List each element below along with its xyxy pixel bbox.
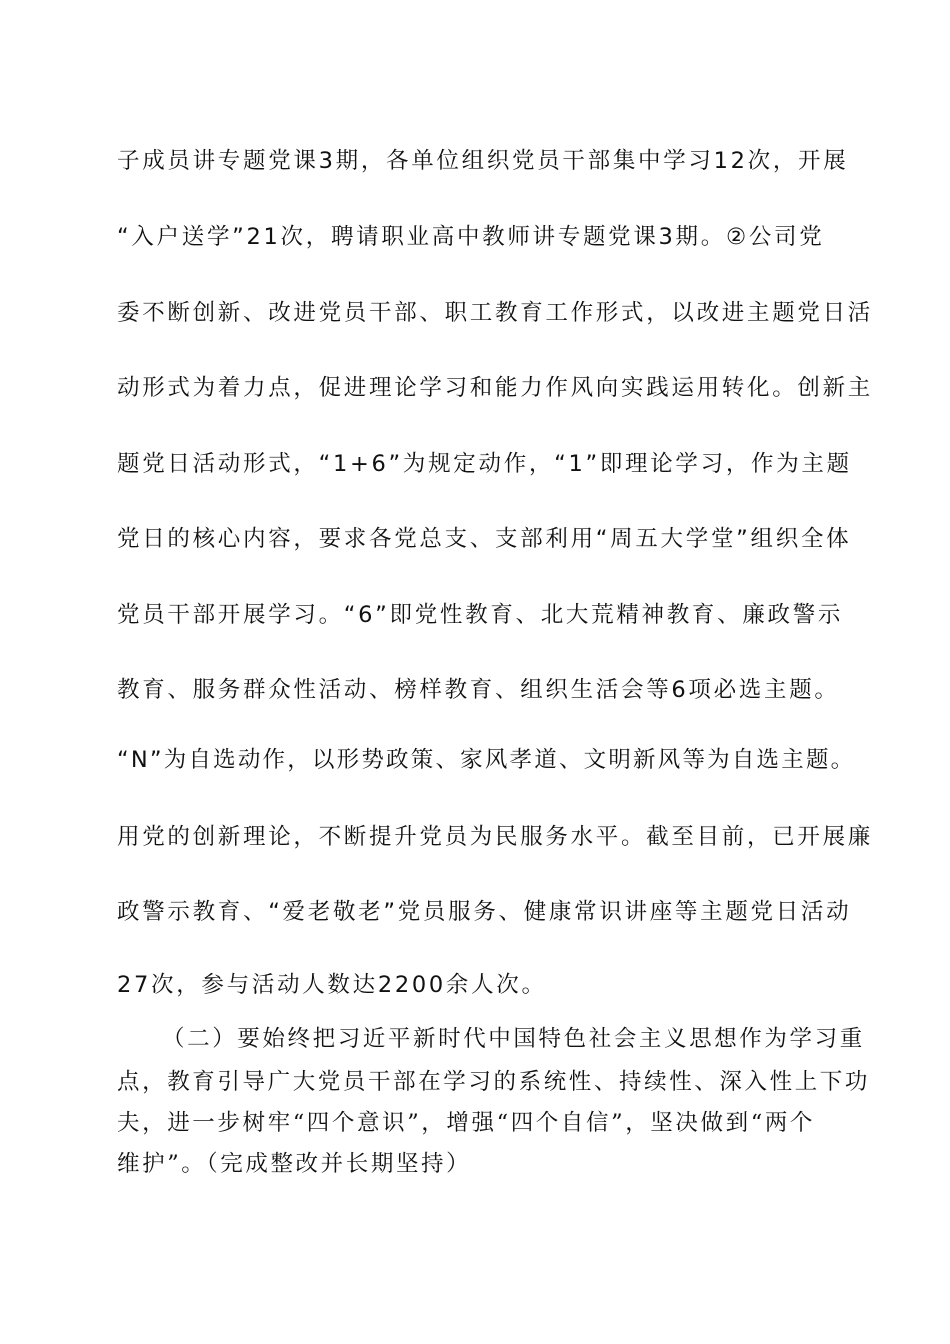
- body-text-line: 用党的创新理论，不断提升党员为民服务水平。截至目前，已开展廉: [117, 824, 874, 850]
- body-text-line: 子成员讲专题党课3期，各单位组织党员干部集中学习12次，开展: [117, 148, 849, 174]
- section-text-line: 维护”。（完成整改并长期坚持）: [117, 1151, 472, 1177]
- body-text-line: 党员干部开展学习。“6”即党性教育、北大荒精神教育、廉政警示: [117, 602, 844, 628]
- section-text-line: 夫，进一步树牢“四个意识”，增强“四个自信”，坚决做到“两个: [117, 1110, 816, 1136]
- body-text-line: 政警示教育、“爱老敬老”党员服务、健康常识讲座等主题党日活动: [117, 899, 852, 925]
- body-text-line: 党日的核心内容，要求各党总支、支部利用“周五大学堂”组织全体: [117, 526, 852, 552]
- body-text-line: 委不断创新、改进党员干部、职工教育工作形式，以改进主题党日活: [117, 300, 874, 326]
- body-text-line: 27次，参与活动人数达2200余人次。: [117, 972, 547, 998]
- body-text-line: “N”为自选动作，以形势政策、家风孝道、文明新风等为自选主题。: [117, 747, 856, 773]
- section-heading-line: （二）要始终把习近平新时代中国特色社会主义思想作为学习重: [162, 1026, 865, 1052]
- body-text-line: 教育、服务群众性活动、榜样教育、组织生活会等6项必选主题。: [117, 677, 840, 703]
- body-text-line: “入户送学”21次，聘请职业高中教师讲专题党课3期。②公司党: [117, 224, 825, 250]
- body-text-line: 动形式为着力点，促进理论学习和能力作风向实践运用转化。创新主: [117, 375, 874, 401]
- section-text-line: 点，教育引导广大党员干部在学习的系统性、持续性、深入性上下功: [117, 1069, 871, 1095]
- body-text-line: 题党日活动形式，“1+6”为规定动作，“1”即理论学习，作为主题: [117, 451, 852, 477]
